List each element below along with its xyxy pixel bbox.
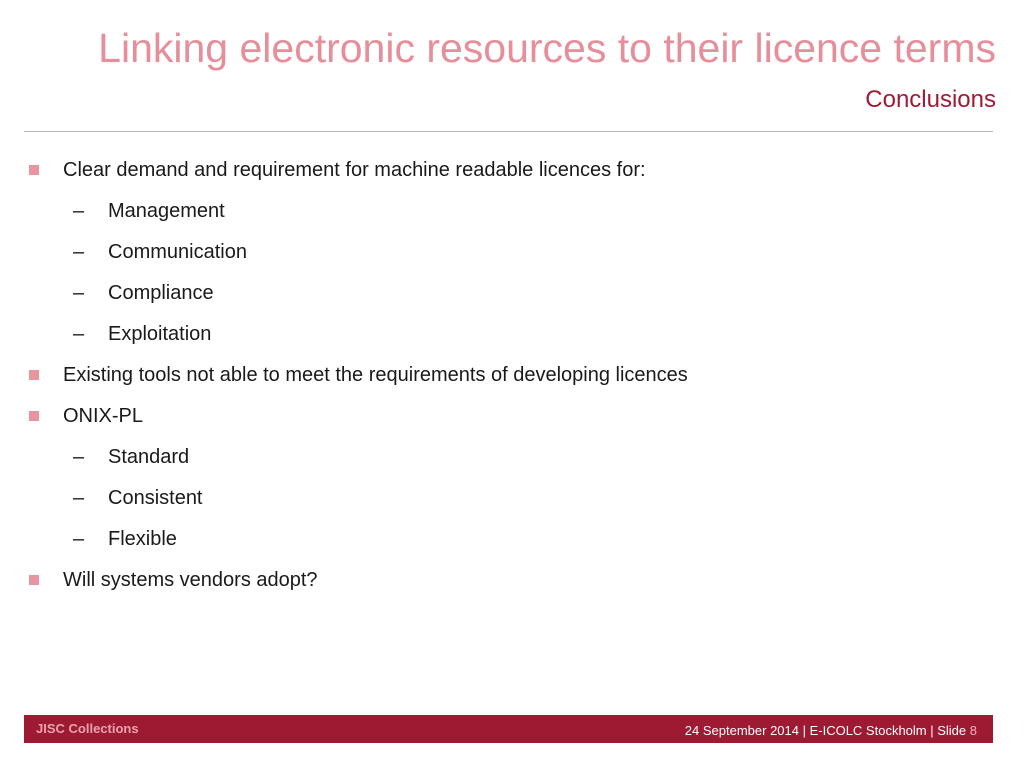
bullet-item — [0, 396, 1000, 437]
sub-bullet-text: Exploitation — [108, 323, 212, 345]
bullet-item — [0, 560, 1000, 601]
bullet-text: Clear demand and requirement for machine readable licences for: — [63, 159, 646, 181]
sub-bullet-text: Compliance — [108, 282, 214, 304]
sub-bullet-item — [0, 519, 1000, 560]
footer-bar — [24, 715, 993, 743]
bullet-item — [0, 355, 1000, 396]
sub-bullet-text: Standard — [108, 446, 190, 468]
dash-bullet-icon: – — [73, 282, 85, 304]
square-bullet-icon — [29, 370, 39, 380]
square-bullet-icon — [29, 575, 39, 585]
bullet-text: ONIX-PL — [63, 405, 144, 427]
square-bullet-icon — [29, 411, 39, 421]
sub-bullet-item — [0, 273, 1000, 314]
dash-bullet-icon: – — [73, 200, 85, 222]
bullet-list — [0, 150, 1000, 601]
sub-bullet-text: Management — [108, 200, 225, 222]
sub-bullet-item — [0, 232, 1000, 273]
sub-bullet-item — [0, 478, 1000, 519]
dash-bullet-icon: – — [73, 323, 85, 345]
sub-bullet-text: Flexible — [108, 528, 177, 550]
dash-bullet-icon: – — [73, 241, 85, 263]
slide-number: 8 — [969, 723, 977, 738]
slide-title: Linking electronic resources to their licence terms — [98, 25, 996, 71]
title-divider — [24, 131, 993, 132]
sub-bullet-item — [0, 314, 1000, 355]
sub-bullet-text: Communication — [108, 241, 247, 263]
bullet-text: Will systems vendors adopt? — [63, 569, 318, 591]
sub-bullet-item — [0, 191, 1000, 232]
footer-brand: JISC Collections — [36, 721, 139, 736]
dash-bullet-icon: – — [73, 528, 85, 550]
footer-date-event: 24 September 2014 | E-ICOLC Stockholm | Slide — [684, 723, 967, 738]
sub-bullet-item — [0, 437, 1000, 478]
square-bullet-icon — [29, 165, 39, 175]
dash-bullet-icon: – — [73, 446, 85, 468]
slide-subtitle: Conclusions — [865, 86, 996, 113]
footer-info — [685, 723, 977, 738]
bullet-text: Existing tools not able to meet the requirements of developing licences — [63, 364, 688, 386]
bullet-item — [0, 150, 1000, 191]
dash-bullet-icon: – — [73, 487, 85, 509]
sub-bullet-text: Consistent — [108, 487, 203, 509]
